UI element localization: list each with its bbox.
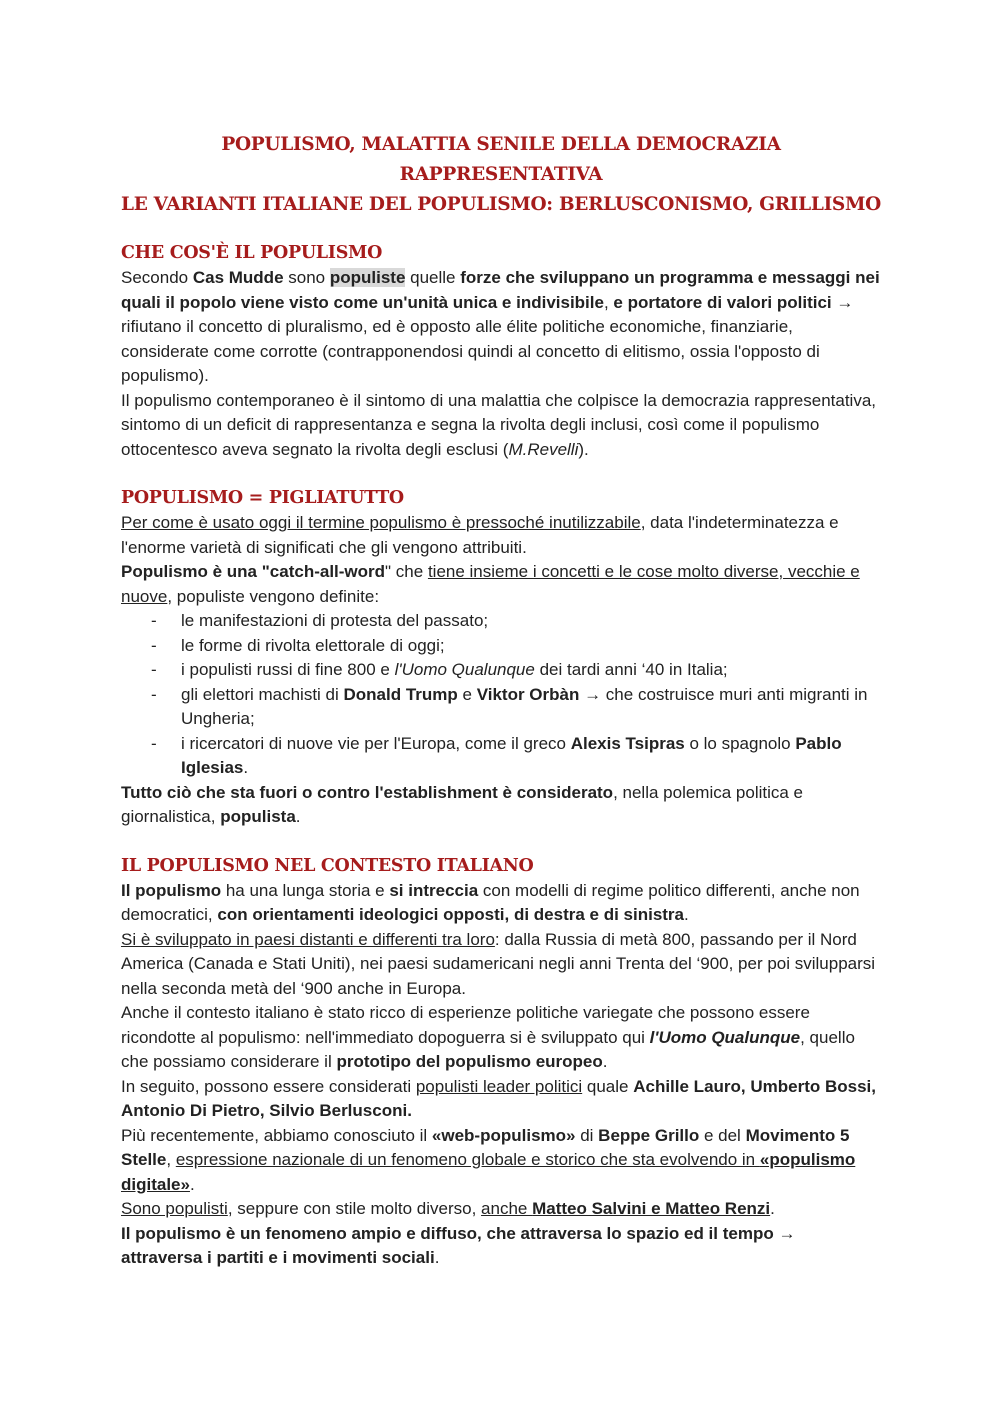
paragraph: Il populismo ha una lunga storia e si intreccia con modelli di regime politico differenti, anche non democratici, con orientamenti ideologici opposti, di destra e di sinistra. [121, 880, 860, 924]
document-title [121, 130, 881, 220]
paragraph: Più recentemente, abbiamo conosciuto il «web-populismo» di Beppe Grillo e del Movimento 5 Stelle, espressione nazionale di un fenomeno globale e storico che sta evolvendo in «populismo digitale». [121, 1125, 856, 1194]
section-heading-what-is-populism: CHE COS'È IL POPULISMO [121, 243, 383, 263]
paragraph: Si è sviluppato in paesi distanti e differenti tra loro: dalla Russia di metà 800, passando per il Nord America (Canada e Stati Uniti), nei paesi sudamericani negli anni Trenta del ‘900, per poi svilupparsi nella seconda metà del ‘900 anche in Europa. [121, 929, 876, 998]
paragraph: Il populismo contemporaneo è il sintomo di una malattia che colpisce la democrazia rappresentativa, sintomo di un deficit di rappresentanza e segna la rivolta degli inclusi, così come il populismo ottocentesco aveva segnato la rivolta degli esclusi (M.Revelli). [121, 390, 877, 459]
section-heading-catch-all: POPULISMO = PIGLIATUTTO [121, 488, 404, 508]
title-line-2: LE VARIANTI ITALIANE DEL POPULISMO: BERLUSCONISMO, GRILLISMO [121, 194, 881, 215]
paragraph: Secondo Cas Mudde sono populiste quelle forze che sviluppano un programma e messaggi nei quali il popolo viene visto come un'unità unica e indivisibile, e portatore di valori politici → rifiutano il concetto di pluralismo, ed è opposto alle élite politiche economiche, finanziarie, considerate come corrotte (contrapponendosi quindi al concetto di elitismo, ossia l'opposto di populismo). [121, 268, 880, 385]
paragraph: Populismo è una "catch-all-word" che tiene insieme i concetti e le cose molto diverse, vecchie e nuove, populiste vengono definite: [121, 562, 860, 606]
list-item: - le manifestazioni di protesta del passato; [121, 609, 881, 634]
paragraph: Tutto ciò che sta fuori o contro l'establishment è considerato, nella polemica politica e giornalistica, populista. [121, 782, 804, 826]
highlighted-term: populiste [329, 268, 406, 287]
list-item: - i ricercatori di nuove vie per l'Europa, come il greco Alexis Tsipras o lo spagnolo Pablo Iglesias. [121, 732, 881, 781]
list-item: - le forme di rivolta elettorale di oggi; [121, 634, 881, 659]
document-page [121, 130, 881, 1271]
section-heading-italian-context: IL POPULISMO NEL CONTESTO ITALIANO [121, 855, 534, 876]
paragraph: Il populismo è un fenomeno ampio e diffuso, che attraversa lo spazio ed il tempo → attraversa i partiti e i movimenti sociali. [121, 1223, 796, 1267]
paragraph: Sono populisti, seppure con stile molto diverso, anche Matteo Salvini e Matteo Renzi. [121, 1199, 775, 1218]
paragraph: Per come è usato oggi il termine populismo è pressoché inutilizzabile, data l'indeterminatezza e l'enorme varietà di significati che gli vengono attribuiti. [121, 513, 839, 557]
list-item: - i populisti russi di fine 800 e l'Uomo Qualunque dei tardi anni ‘40 in Italia; [121, 658, 881, 683]
title-line-1: POPULISMO, MALATTIA SENILE DELLA DEMOCRAZIA RAPPRESENTATIVA [221, 134, 781, 185]
list-item: - gli elettori machisti di Donald Trump e Viktor Orbàn → che costruisce muri anti migranti in Ungheria; [121, 683, 881, 732]
bullet-list [121, 609, 881, 781]
paragraph: In seguito, possono essere considerati populisti leader politici quale Achille Lauro, Umberto Bossi, Antonio Di Pietro, Silvio Berlusconi. [121, 1076, 876, 1120]
paragraph: Anche il contesto italiano è stato ricco di esperienze politiche variegate che possono essere ricondotte al populismo: nell'immediato dopoguerra si è sviluppato qui l'Uomo Qualunque, quello che possiamo considerare il prototipo del populismo europeo. [121, 1003, 855, 1071]
